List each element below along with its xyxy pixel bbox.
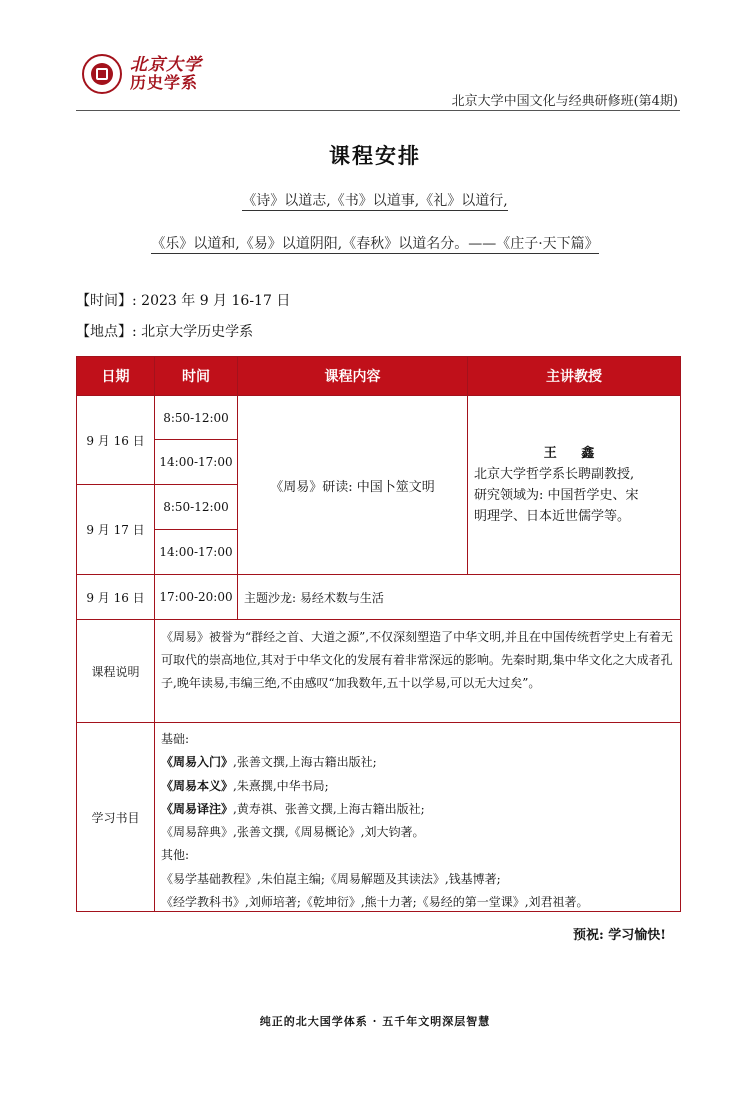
- header-date: 日期: [76, 356, 155, 396]
- salon-content: 主题沙龙: 易经术数与生活: [237, 574, 681, 620]
- university-seal-icon: [82, 54, 122, 94]
- quote-line-1: [0, 190, 750, 210]
- professor-bio-1: 北京大学哲学系长聘副教授,: [474, 467, 635, 482]
- book-item: [161, 775, 329, 798]
- salon-date: 9 月 16 日: [76, 574, 155, 620]
- time-slot-3: 8:50-12:00: [154, 484, 238, 530]
- time-slot-1: 8:50-12:00: [154, 395, 238, 440]
- professor-name: 王 鑫: [543, 446, 605, 461]
- header-content: 课程内容: [237, 356, 468, 396]
- book-item: [161, 798, 425, 821]
- quote-text-1: 《诗》以道志,《书》以道事,《礼》以道行,: [242, 193, 508, 209]
- books-label: 学习书目: [76, 722, 155, 912]
- program-name: 北京大学中国文化与经典研修班(第4期): [451, 94, 678, 109]
- time-slot-4: 14:00-17:00: [154, 529, 238, 575]
- logo-line-department: 历史学系: [130, 73, 199, 92]
- quote-line-2: [0, 233, 750, 253]
- page-header: [76, 50, 680, 112]
- book-item: [161, 751, 377, 774]
- department-logo-text: [130, 56, 202, 92]
- time-slot-2: 14:00-17:00: [154, 439, 238, 485]
- professor-bio-3: 明理学、日本近世儒学等。: [474, 509, 631, 524]
- book-title: 《周易入门》: [161, 755, 234, 770]
- book-detail: ,黄寿祺、张善文撰,上海古籍出版社;: [233, 801, 425, 816]
- event-time: 【时间】: 2023 年 9 月 16-17 日: [76, 293, 291, 309]
- event-place: 【地点】: 北京大学历史学系: [76, 324, 254, 340]
- book-title: 《周易译注》: [161, 801, 234, 816]
- date-cell-day1: 9 月 16 日: [76, 395, 155, 485]
- footer-slogan: 纯正的北大国学体系 · 五千年文明深层智慧: [259, 1015, 491, 1028]
- professor-bio-2: 研究领域为: 中国哲学史、宋: [474, 488, 639, 503]
- quote-text-2: 《乐》以道和,《易》以道阴阳,《春秋》以道名分。——《庄子·天下篇》: [151, 236, 599, 252]
- page-title: 课程安排: [329, 144, 421, 168]
- logo-line-university: 北京大学: [130, 55, 202, 75]
- reading-list: [154, 722, 681, 912]
- books-other-heading: 其他:: [161, 848, 190, 863]
- date-cell-day2: 9 月 17 日: [76, 484, 155, 575]
- header-professor: 主讲教授: [467, 356, 681, 396]
- course-description: 《周易》被誉为“群经之首、大道之源”,不仅深刻塑造了中华文明,并且在中国传统哲学史上有着无可取代的崇高地位,其对于中华文化的发展有着非常深远的影响。先秦时期,集中华文化之大成者孔子,晚年读易,韦编三绝,不由感叹“加我数年,五十以学易,可以无大过矣”。: [154, 619, 681, 723]
- header-time: 时间: [154, 356, 238, 396]
- salon-time: 17:00-20:00: [154, 574, 238, 620]
- course-content: 《周易》研读: 中国卜筮文明: [237, 395, 468, 575]
- book-detail: ,张善文撰,上海古籍出版社;: [233, 755, 377, 770]
- description-label: 课程说明: [76, 619, 155, 723]
- closing-wish: 预祝: 学习愉快!: [572, 928, 666, 943]
- books-basic-heading: 基础:: [161, 732, 190, 746]
- book-item: 《经学教科书》,刘师培著;《乾坤衍》,熊十力著;《易经的第一堂课》,刘君祖著。: [161, 895, 589, 910]
- professor-cell: [467, 395, 681, 575]
- book-item: 《周易辞典》,张善文撰,《周易概论》,刘大钧著。: [161, 825, 425, 840]
- book-title: 《周易本义》: [161, 778, 234, 793]
- book-detail: ,朱熹撰,中华书局;: [233, 778, 329, 793]
- book-item: 《易学基础教程》,朱伯崑主编;《周易解题及其读法》,钱基博著;: [161, 871, 501, 886]
- header-divider: [76, 110, 680, 111]
